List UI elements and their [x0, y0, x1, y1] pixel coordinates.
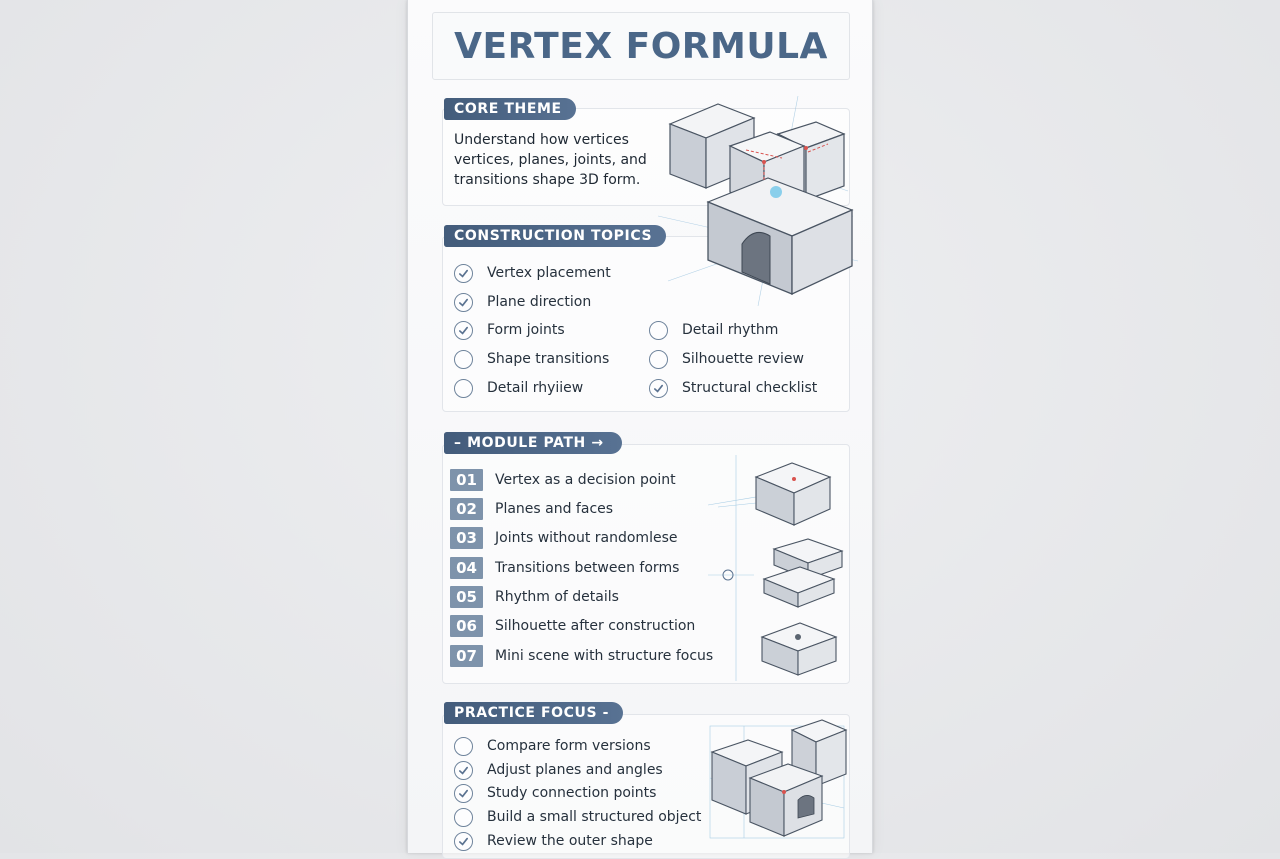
- title-box: [432, 12, 850, 80]
- module-number: 05: [450, 586, 483, 608]
- practice-item[interactable]: [454, 782, 656, 804]
- page-title: VERTEX FORMULA: [454, 25, 828, 67]
- topic-label: Detail rhythm: [682, 322, 779, 338]
- practice-focus-label: PRACTICE FOCUS -: [454, 705, 610, 721]
- empty-circle-icon[interactable]: [649, 350, 668, 369]
- module-number: 06: [450, 615, 483, 637]
- topic-label: Form joints: [487, 322, 565, 338]
- core-theme-pill: [444, 98, 576, 120]
- module-item[interactable]: [450, 586, 619, 608]
- checked-circle-icon[interactable]: [454, 264, 473, 283]
- topic-item[interactable]: [649, 348, 804, 370]
- module-number: 02: [450, 498, 483, 520]
- module-path-pill: [444, 432, 622, 454]
- practice-label: Compare form versions: [487, 738, 651, 754]
- module-number: 03: [450, 527, 483, 549]
- checked-circle-icon[interactable]: [649, 379, 668, 398]
- topic-item[interactable]: [649, 377, 817, 399]
- core-theme-line: Understand how vertices: [454, 132, 629, 148]
- core-theme-line: vertices, planes, joints, and: [454, 152, 647, 168]
- module-label: Transitions between forms: [495, 560, 680, 576]
- topic-item[interactable]: [454, 348, 609, 370]
- topic-item[interactable]: [649, 319, 778, 341]
- topic-label: Vertex placement: [487, 265, 611, 281]
- core-theme-text: [454, 130, 674, 190]
- module-item[interactable]: [450, 645, 713, 667]
- empty-circle-icon[interactable]: [649, 321, 668, 340]
- checked-circle-icon[interactable]: [454, 293, 473, 312]
- empty-circle-icon[interactable]: [454, 350, 473, 369]
- topic-label: Detail rhyiiew: [487, 380, 584, 396]
- module-item[interactable]: [450, 527, 677, 549]
- core-theme-label: CORE THEME: [454, 101, 562, 117]
- practice-label: Build a small structured object: [487, 809, 702, 825]
- module-item[interactable]: [450, 498, 613, 520]
- checked-circle-icon[interactable]: [454, 761, 473, 780]
- topic-item[interactable]: [454, 262, 611, 284]
- checked-circle-icon[interactable]: [454, 321, 473, 340]
- construction-topics-label: CONSTRUCTION TOPICS: [454, 228, 653, 244]
- module-label: Rhythm of details: [495, 589, 619, 605]
- practice-item[interactable]: [454, 735, 651, 757]
- checked-circle-icon[interactable]: [454, 784, 473, 803]
- practice-item[interactable]: [454, 806, 701, 828]
- module-item[interactable]: [450, 615, 695, 637]
- module-label: Joints without randomlese: [495, 530, 678, 546]
- module-path-illustration: [708, 455, 848, 681]
- topic-label: Structural checklist: [682, 380, 818, 396]
- checked-circle-icon[interactable]: [454, 832, 473, 851]
- hero-block-illustration: [658, 96, 858, 311]
- topic-item[interactable]: [454, 377, 583, 399]
- module-label: Planes and faces: [495, 501, 614, 517]
- practice-label: Adjust planes and angles: [487, 762, 663, 778]
- module-item[interactable]: [450, 469, 676, 491]
- topic-label: Plane direction: [487, 294, 592, 310]
- topic-label: Shape transitions: [487, 351, 610, 367]
- topic-item[interactable]: [454, 291, 591, 313]
- infographic-page: [407, 0, 873, 853]
- module-item[interactable]: [450, 557, 679, 579]
- construction-topics-pill: [444, 225, 666, 247]
- module-number: 04: [450, 557, 483, 579]
- empty-circle-icon[interactable]: [454, 808, 473, 827]
- practice-item[interactable]: [454, 759, 663, 781]
- module-label: Vertex as a decision point: [495, 472, 676, 488]
- module-label: Mini scene with structure focus: [495, 648, 714, 664]
- module-number: 07: [450, 645, 483, 667]
- module-number: 01: [450, 469, 483, 491]
- core-theme-line: transitions shape 3D form.: [454, 172, 641, 188]
- practice-label: Study connection points: [487, 785, 657, 801]
- empty-circle-icon[interactable]: [454, 379, 473, 398]
- practice-focus-pill: [444, 702, 623, 724]
- practice-item[interactable]: [454, 830, 653, 852]
- topic-label: Silhouette review: [682, 351, 804, 367]
- module-path-label: – MODULE PATH →: [454, 435, 604, 451]
- module-label: Silhouette after construction: [495, 618, 696, 634]
- practice-block-illustration: [704, 718, 850, 846]
- topic-item[interactable]: [454, 319, 565, 341]
- empty-circle-icon[interactable]: [454, 737, 473, 756]
- practice-label: Review the outer shape: [487, 833, 653, 849]
